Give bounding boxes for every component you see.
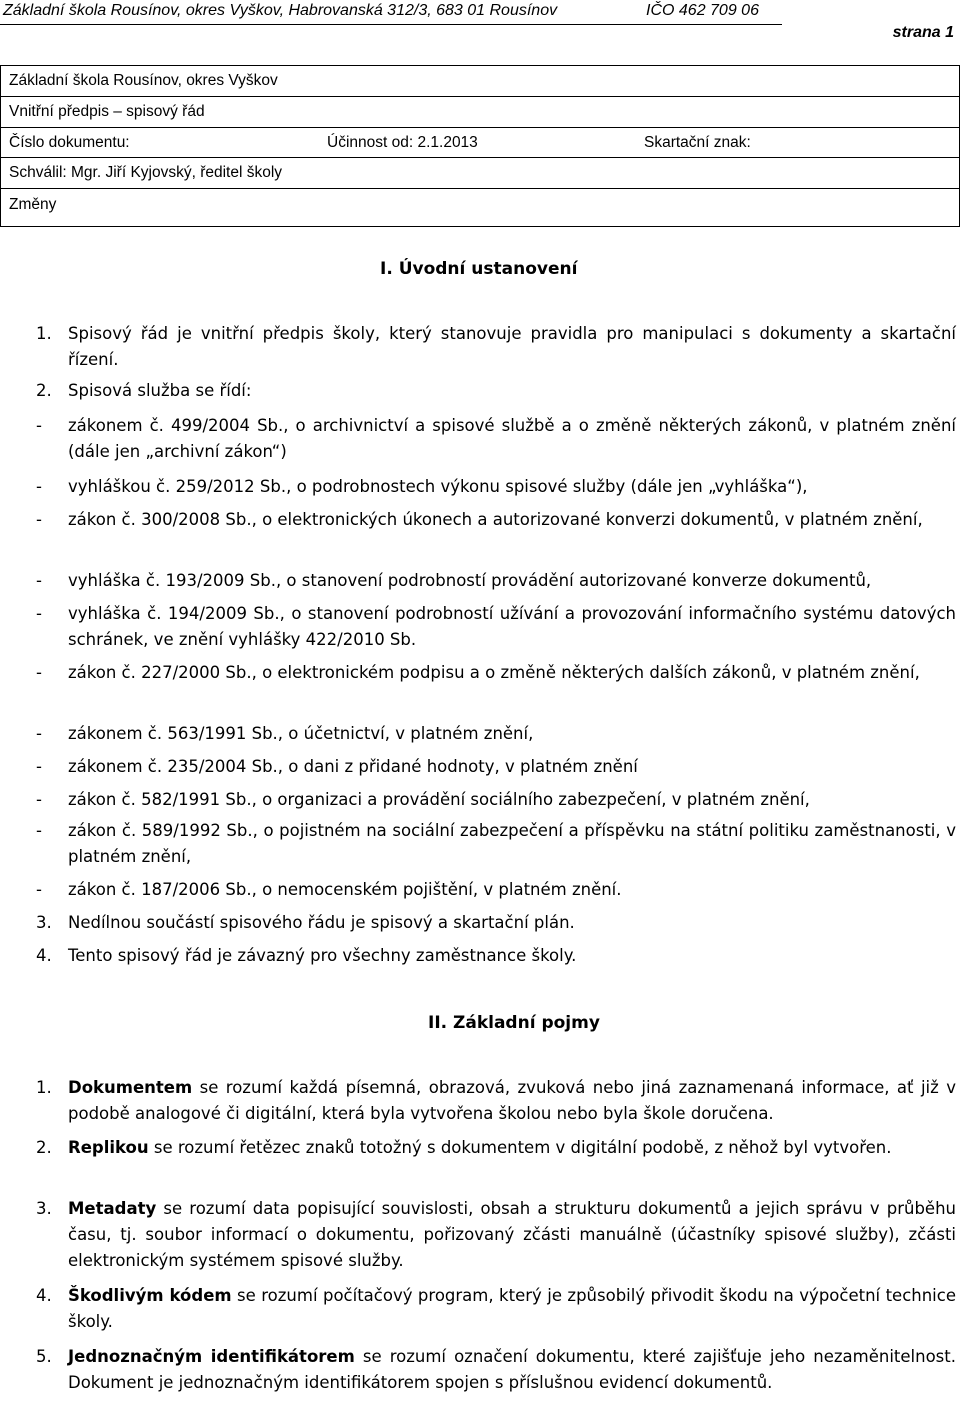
- item-text: Spisová služba se řídí:: [68, 381, 252, 400]
- definition-item: [36, 1196, 956, 1274]
- defined-term: Jednoznačným identifikátorem: [68, 1347, 355, 1366]
- item-number: 5.: [36, 1347, 52, 1366]
- item-text: Nedílnou součástí spisového řádu je spisový a skartační plán.: [68, 913, 575, 932]
- definition-text: se rozumí data popisující souvislosti, obsah a strukturu dokumentů a jejich správu v průběhu času, tj. soubor informací o dokumentu, pořizovaný zčásti manuálně (účastníky spisové služby), zčásti elektronickým systémem spisové služby.: [68, 1199, 956, 1270]
- item-text: Tento spisový řád je závazný pro všechny zaměstnance školy.: [68, 946, 577, 965]
- law-item: [36, 413, 956, 465]
- dash-bullet: -: [36, 416, 42, 435]
- law-item: [36, 787, 956, 813]
- page-header: [0, 2, 960, 26]
- law-text: vyhláškou č. 259/2012 Sb., o podrobnostech výkonu spisové služby (dále jen „vyhláška“),: [68, 477, 808, 496]
- dash-bullet: -: [36, 790, 42, 809]
- list-item: [36, 378, 956, 404]
- item-number: 2.: [36, 381, 52, 400]
- document-info-table: [0, 65, 960, 227]
- item-number: 3.: [36, 913, 52, 932]
- header-rule: [0, 24, 782, 25]
- law-item: [36, 507, 956, 533]
- definition-item: [36, 1075, 956, 1127]
- law-item: [36, 568, 956, 594]
- document-number-label: Číslo dokumentu:: [9, 134, 130, 151]
- law-text: zákon č. 582/1991 Sb., o organizaci a provádění sociálního zabezpečení, v platném znění,: [68, 790, 810, 809]
- definition-text: se rozumí řetězec znaků totožný s dokumentem v digitální podobě, z něhož byl vytvořen.: [148, 1138, 892, 1157]
- table-divider: [1, 127, 959, 128]
- section-1-heading: I. Úvodní ustanovení: [380, 259, 578, 279]
- law-text: zákon č. 300/2008 Sb., o elektronických úkonech a autorizované konverzi dokumentů, v platném znění,: [68, 510, 923, 529]
- law-item: [36, 474, 956, 500]
- approved-by: Schválil: Mgr. Jiří Kyjovský, ředitel školy: [9, 164, 283, 181]
- law-text: zákonem č. 235/2004 Sb., o dani z přidané hodnoty, v platném znění: [68, 757, 638, 776]
- item-number: 1.: [36, 324, 52, 343]
- defined-term: Metadaty: [68, 1199, 157, 1218]
- law-text: zákon č. 187/2006 Sb., o nemocenském pojištění, v platném znění.: [68, 880, 622, 899]
- law-item: [36, 818, 956, 870]
- item-number: 2.: [36, 1138, 52, 1157]
- law-text: zákonem č. 499/2004 Sb., o archivnictví a spisové službě a o změně některých zákonů, v platném znění (dále jen „archivní zákon“): [68, 416, 956, 461]
- school-address: Základní škola Rousínov, okres Vyškov, Habrovanská 312/3, 683 01 Rousínov: [3, 2, 558, 19]
- definition-text: se rozumí počítačový program, který je způsobilý přivodit škodu na výpočetní technice školy.: [68, 1286, 956, 1331]
- changes-label: Změny: [9, 196, 57, 213]
- table-divider: [1, 188, 959, 189]
- ico-number: IČO 462 709 06: [646, 2, 759, 19]
- item-number: 4.: [36, 1286, 52, 1305]
- table-divider: [1, 96, 959, 97]
- law-item: [36, 721, 956, 747]
- law-text: vyhláška č. 194/2009 Sb., o stanovení podrobností užívání a provozování informačního systému datových schránek, ve znění vyhlášky 422/2010 Sb.: [68, 604, 956, 649]
- dash-bullet: -: [36, 571, 42, 590]
- dash-bullet: -: [36, 510, 42, 529]
- page-number: strana 1: [892, 24, 954, 41]
- definition-text: se rozumí každá písemná, obrazová, zvuková nebo jiná zaznamenaná informace, ať již v podobě analogové či digitální, která byla vytvořena školou nebo byla škole doručena.: [68, 1078, 956, 1123]
- definition-item: [36, 1283, 956, 1335]
- table-divider: [1, 157, 959, 158]
- list-item: [36, 910, 956, 936]
- definition-item: [36, 1344, 956, 1396]
- law-item: [36, 877, 956, 903]
- law-text: zákonem č. 563/1991 Sb., o účetnictví, v platném znění,: [68, 724, 534, 743]
- defined-term: Dokumentem: [68, 1078, 193, 1097]
- defined-term: Škodlivým kódem: [68, 1286, 232, 1305]
- law-text: zákon č. 227/2000 Sb., o elektronickém podpisu a o změně některých dalších zákonů, v platném znění,: [68, 663, 920, 682]
- law-item: [36, 660, 956, 686]
- item-number: 1.: [36, 1078, 52, 1097]
- effective-date: Účinnost od: 2.1.2013: [327, 134, 478, 151]
- item-number: 4.: [36, 946, 52, 965]
- list-item: [36, 321, 956, 373]
- dash-bullet: -: [36, 663, 42, 682]
- section-2-heading: II. Základní pojmy: [428, 1013, 600, 1033]
- law-item: [36, 754, 956, 780]
- dash-bullet: -: [36, 880, 42, 899]
- dash-bullet: -: [36, 724, 42, 743]
- law-text: vyhláška č. 193/2009 Sb., o stanovení podrobností provádění autorizované konverze dokumentů,: [68, 571, 872, 590]
- dash-bullet: -: [36, 604, 42, 623]
- law-item: [36, 601, 956, 653]
- item-number: 3.: [36, 1199, 52, 1218]
- dash-bullet: -: [36, 477, 42, 496]
- document-title: Vnitřní předpis – spisový řád: [9, 103, 205, 120]
- defined-term: Replikou: [68, 1138, 149, 1157]
- definition-item: [36, 1135, 956, 1161]
- definition-text: se rozumí označení dokumentu, které zajišťuje jeho nezaměnitelnost. Dokument je jednoznačným identifikátorem spojen s příslušnou evidencí dokumentů.: [68, 1347, 956, 1392]
- law-text: zákon č. 589/1992 Sb., o pojistném na sociální zabezpečení a příspěvku na státní politiku zaměstnanosti, v platném znění,: [68, 821, 956, 866]
- item-text: Spisový řád je vnitřní předpis školy, který stanovuje pravidla pro manipulaci s dokumenty a skartační řízení.: [68, 324, 956, 369]
- dash-bullet: -: [36, 757, 42, 776]
- dash-bullet: -: [36, 821, 42, 840]
- shredding-mark-label: Skartační znak:: [644, 134, 751, 151]
- list-item: [36, 943, 956, 969]
- school-name: Základní škola Rousínov, okres Vyškov: [9, 72, 278, 89]
